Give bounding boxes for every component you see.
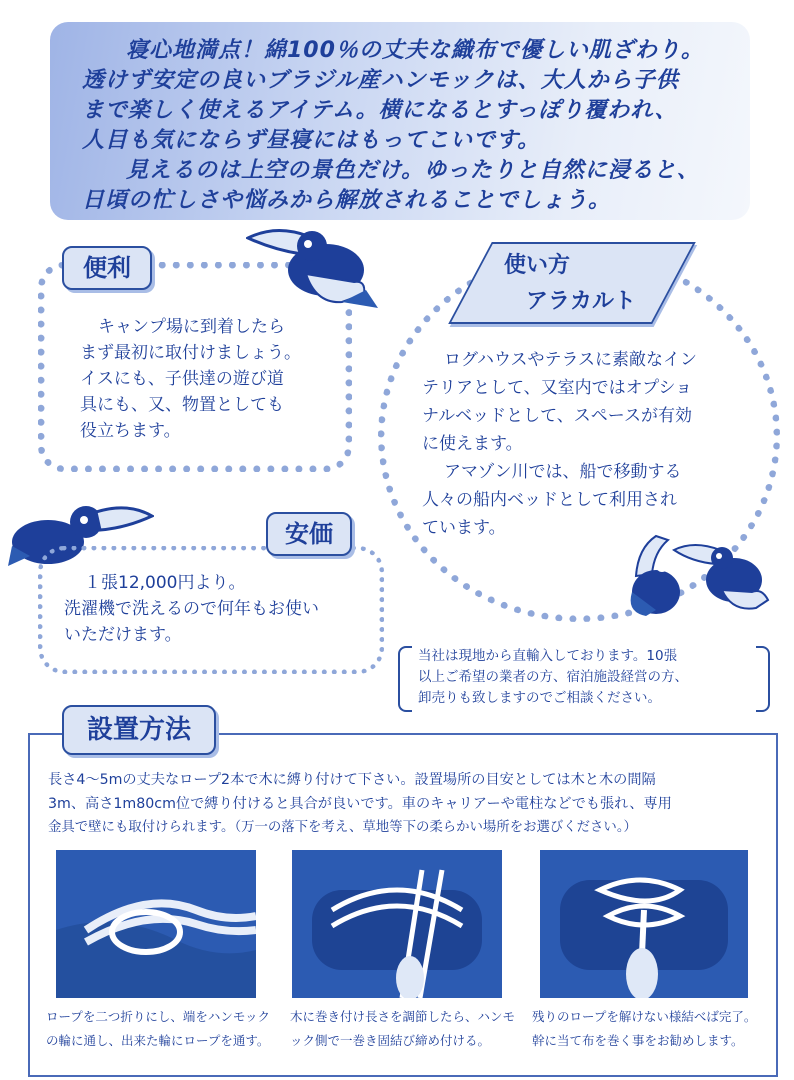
import-note-line: 以上ご希望の業者の方、宿泊施設経営の方、 (418, 669, 688, 685)
intro-line: 人目も気にならず昼寝にはもってこいです。 (82, 128, 541, 153)
convenient-line: キャンプ場に到着したら (98, 317, 285, 337)
import-note-line: 当社は現地から直輸入しております。10張 (418, 648, 678, 664)
usage-tag-line2: アラカルト (526, 289, 637, 314)
step-photo-3 (540, 850, 748, 998)
intro-text (82, 36, 730, 216)
convenient-tag-label: 便利 (83, 254, 131, 282)
install-line: 3m、高さ1m80cm位で縛り付けると具合が良いです。車のキャリアーや電柱などでも張れ、専用 (48, 796, 672, 812)
cheap-text (64, 570, 319, 648)
step-caption-line: の輪に通し、出来た輪にロープを通す。 (46, 1033, 270, 1048)
install-line: 金具で壁にも取付けられます。（万一の落下を考え、草地等下の柔らかい場所をお選びください。） (48, 820, 637, 835)
step-caption-line: 残りのロープを解けない様結べば完了。 (532, 1009, 757, 1024)
step-caption-line: ック側で一巻き固結び締め付ける。 (290, 1033, 491, 1048)
convenient-line: イスにも、子供達の遊び道 (80, 369, 284, 389)
usage-line: テリアとして、又室内ではオプショ (422, 378, 693, 398)
toucan-icon (672, 540, 772, 614)
step-photo-2 (292, 850, 502, 998)
step-photo-1 (56, 850, 256, 998)
usage-line: 人々の船内ベッドとして利用され (422, 490, 677, 510)
cheap-line: いただけます。 (64, 625, 182, 645)
convenient-text (80, 314, 301, 444)
intro-line: 見えるのは上空の景色だけ。ゆったりと自然に浸ると、 (126, 158, 700, 183)
cheap-line: 洗濯機で洗えるので何年もお使い (64, 599, 319, 619)
convenient-line: 役立ちます。 (80, 421, 181, 441)
usage-line: ログハウスやテラスに素敵なイン (444, 350, 697, 370)
intro-line: まで楽しく使えるアイテム。横になるとすっぽり覆われ、 (82, 98, 678, 123)
install-tag (62, 705, 216, 755)
cheap-tag-label: 安価 (285, 520, 333, 548)
step-caption-line: 幹に当て布を巻く事をお勧めします。 (532, 1033, 744, 1048)
install-text (48, 768, 672, 840)
convenient-line: まず最初に取付けましょう。 (80, 343, 301, 363)
usage-text (422, 346, 697, 542)
usage-line: ナルベッドとして、スペースが有効 (422, 406, 692, 426)
intro-banner (50, 22, 750, 220)
usage-tag-line1: 使い方 (504, 253, 571, 278)
usage-line: に使えます。 (422, 434, 523, 454)
convenient-line: 具にも、又、物置としても (80, 395, 284, 415)
step-caption-3 (532, 1005, 756, 1053)
usage-line: ています。 (422, 518, 506, 538)
usage-line: アマゾン川では、船で移動する (444, 462, 682, 482)
import-note-bracket-right (756, 646, 770, 712)
import-note-line: 卸売りも致しますのでご相談ください。 (418, 690, 661, 706)
cheap-line: １張12,000円より。 (84, 573, 246, 593)
install-line: 長さ4～5mの丈夫なロープ2本で木に縛り付けて下さい。設置場所の目安としては木と木の間隔 (48, 772, 656, 788)
cheap-tag (266, 512, 352, 556)
usage-tag (470, 242, 670, 320)
intro-line: 日頃の忙しさや悩みから解放されることでしょう。 (82, 188, 612, 213)
step-caption-line: ロープを二つ折りにし、端をハンモック (46, 1009, 271, 1024)
toucan-icon (246, 224, 382, 316)
import-note (418, 646, 688, 709)
convenient-tag (62, 246, 152, 290)
step-caption-1 (46, 1005, 270, 1053)
install-tag-label: 設置方法 (86, 715, 191, 745)
import-note-bracket-left (398, 646, 412, 712)
step-caption-2 (290, 1005, 515, 1053)
intro-line: 透けず安定の良いブラジル産ハンモックは、大人から子供 (82, 68, 679, 93)
step-caption-line: 木に巻き付け長さを調節したら、ハンモ (290, 1009, 516, 1024)
intro-line: 寝心地満点！綿100％の丈夫な織布で優しい肌ざわり。 (126, 38, 704, 63)
